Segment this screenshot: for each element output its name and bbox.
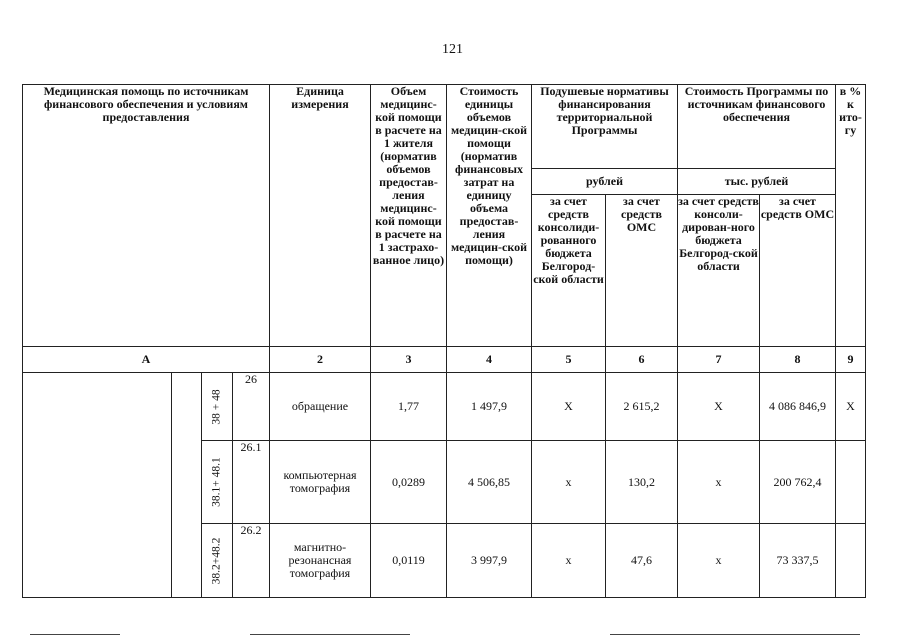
row-per-capita-budget: Х xyxy=(532,373,606,441)
column-number-6: 6 xyxy=(606,347,678,373)
row-per-capita-oms: 47,6 xyxy=(606,524,678,598)
row-percent: Х xyxy=(836,373,866,441)
row-ref: 38.1+ 48.1 xyxy=(202,441,233,524)
row-total-oms: 4 086 846,9 xyxy=(760,373,836,441)
row-total-budget: х xyxy=(678,524,760,598)
row-cost: 4 506,85 xyxy=(447,441,532,524)
header-col-8: за счет средств ОМС xyxy=(760,195,836,347)
row-percent xyxy=(836,441,866,524)
row-per-capita-oms: 130,2 xyxy=(606,441,678,524)
financing-table xyxy=(22,84,866,598)
column-number-2: 2 xyxy=(270,347,371,373)
row-per-capita-budget: х xyxy=(532,441,606,524)
row-line-number: 26 xyxy=(233,373,270,441)
row-ref: 38 + 48 xyxy=(202,373,233,441)
column-number-9: 9 xyxy=(836,347,866,373)
scan-edge-mark xyxy=(30,634,120,635)
row-per-capita-oms: 2 615,2 xyxy=(606,373,678,441)
header-thousand-rubles: тыс. рублей xyxy=(678,169,836,195)
row-total-budget: Х xyxy=(678,373,760,441)
header-col-4: Стоимость единицы объемов медицин-ской помощи (норматив финансовых затрат на единицу объема предостав-ления медицин-ской помощи) xyxy=(447,85,532,347)
table-row xyxy=(23,373,866,441)
column-number-3: 3 xyxy=(371,347,447,373)
column-number-a: А xyxy=(23,347,270,373)
header-col-7: за счет средств консоли-дирован-ного бюджета Белгород-ской области xyxy=(678,195,760,347)
row-volume: 0,0119 xyxy=(371,524,447,598)
row-line-number: 26.2 xyxy=(233,524,270,598)
column-number-8: 8 xyxy=(760,347,836,373)
column-number-5: 5 xyxy=(532,347,606,373)
header-col-2: Единица измерения xyxy=(270,85,371,347)
row-total-budget: х xyxy=(678,441,760,524)
row-unit: обращение xyxy=(270,373,371,441)
row-unit: компьютерная томография xyxy=(270,441,371,524)
header-col-9: в % к ито-гу xyxy=(836,85,866,347)
column-number-4: 4 xyxy=(447,347,532,373)
section-label-cell xyxy=(23,373,172,598)
header-col-5: за счет средств консолиди-рованного бюджета Белгород-ской области xyxy=(532,195,606,347)
header-col-6: за счет средств ОМС xyxy=(606,195,678,347)
header-per-capita: Подушевые нормативы финансирования территориальной Программы xyxy=(532,85,678,169)
header-col-a: Медицинская помощь по источникам финансового обеспечения и условиям предоставления xyxy=(23,85,270,347)
header-rubles: рублей xyxy=(532,169,678,195)
row-per-capita-budget: х xyxy=(532,524,606,598)
row-ref: 38.2+48.2 xyxy=(202,524,233,598)
row-cost: 3 997,9 xyxy=(447,524,532,598)
row-total-oms: 200 762,4 xyxy=(760,441,836,524)
scan-edge-mark xyxy=(250,634,410,635)
subsection-cell xyxy=(172,373,202,598)
scan-edge-mark xyxy=(610,634,860,635)
header-program-cost: Стоимость Программы по источникам финансового обеспечения xyxy=(678,85,836,169)
page-number: 121 xyxy=(442,42,463,57)
row-percent xyxy=(836,524,866,598)
row-volume: 0,0289 xyxy=(371,441,447,524)
row-unit: магнитно-резонансная томография xyxy=(270,524,371,598)
row-volume: 1,77 xyxy=(371,373,447,441)
row-line-number: 26.1 xyxy=(233,441,270,524)
row-cost: 1 497,9 xyxy=(447,373,532,441)
row-total-oms: 73 337,5 xyxy=(760,524,836,598)
header-col-3: Объем медицинс-кой помощи в расчете на 1 жителя (норматив объемов предостав-ления медицинс-кой помощи в расчете на 1 застрахо-ванное лицо) xyxy=(371,85,447,347)
column-number-7: 7 xyxy=(678,347,760,373)
